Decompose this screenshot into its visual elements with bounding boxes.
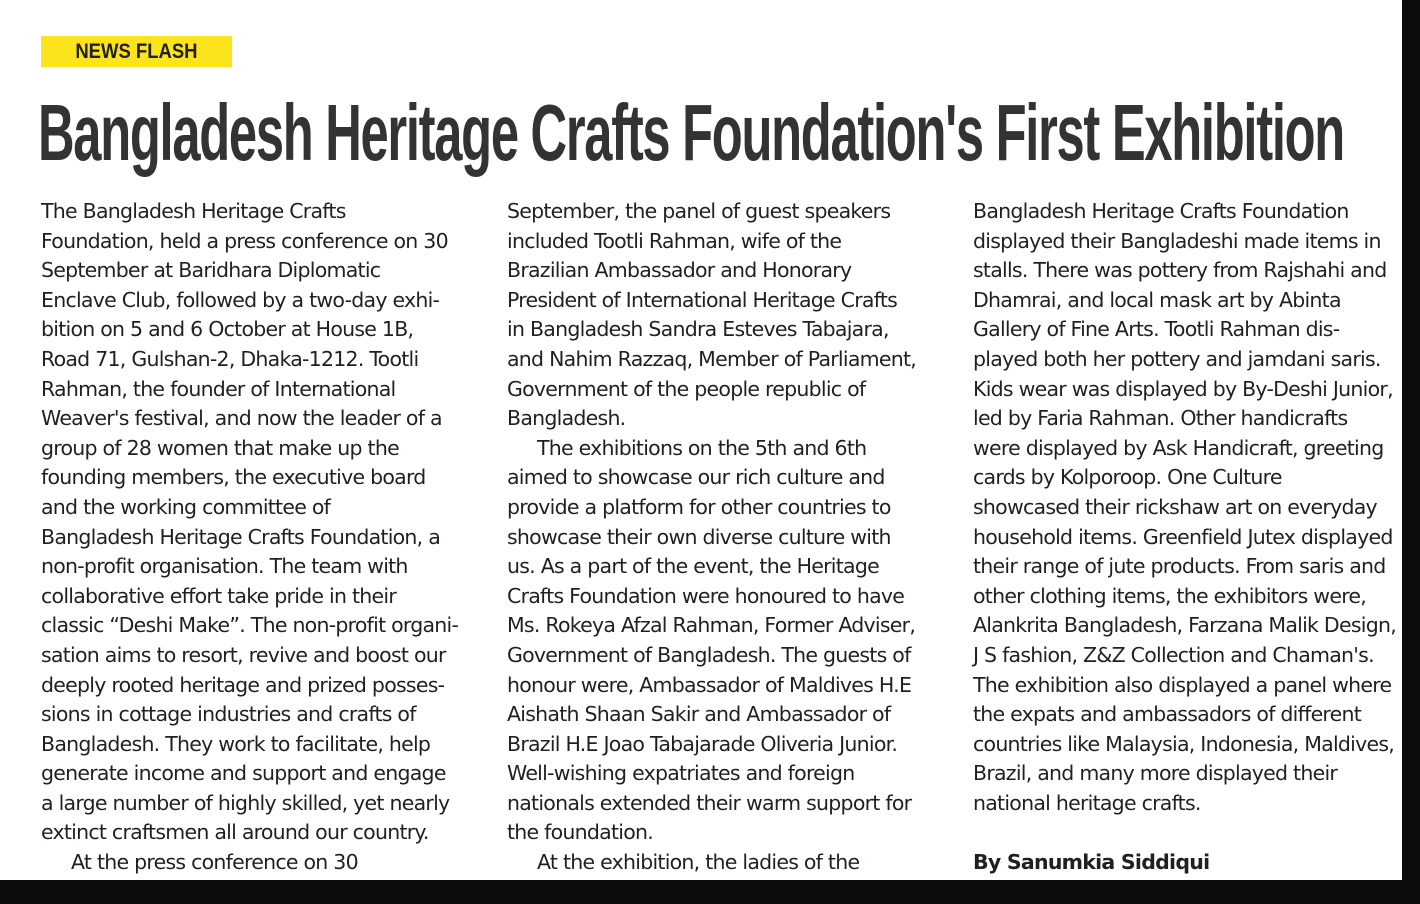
- article-line: collaborative effort take pride in their: [41, 583, 396, 608]
- news-flash-label: NEWS FLASH: [75, 40, 198, 63]
- article-line: us. As a part of the event, the Heritage: [507, 554, 879, 579]
- article-line: showcased their rickshaw art on everyday: [973, 494, 1377, 519]
- article-line: the expats and ambassadors of different: [973, 702, 1362, 727]
- article-line: The exhibitions on the 5th and 6th: [537, 435, 867, 460]
- article-line: deeply rooted heritage and prized posses-: [41, 672, 445, 697]
- article-line: Bangladesh. They work to facilitate, help: [41, 731, 431, 756]
- article-line: Well-wishing expatriates and foreign: [507, 761, 855, 786]
- article-line: sions in cottage industries and crafts of: [41, 702, 416, 727]
- article-line: Weaver's festival, and now the leader of a: [41, 406, 442, 431]
- article-line: and the working committee of: [41, 494, 331, 519]
- article-line: September at Baridhara Diplomatic: [41, 258, 381, 283]
- article-line: Government of the people republic of: [507, 376, 866, 401]
- article-line: Kids wear was displayed by By-Deshi Junior,: [973, 376, 1393, 401]
- article-line: Brazil, and many more displayed their: [973, 761, 1338, 786]
- article-line: The exhibition also displayed a panel where: [973, 672, 1392, 697]
- article-line: a large number of highly skilled, yet nearly: [41, 790, 450, 815]
- article-line: Bangladesh Heritage Crafts Foundation, a: [41, 524, 441, 549]
- article-line: Government of Bangladesh. The guests of: [507, 642, 911, 667]
- article-line: honour were, Ambassador of Maldives H.E: [507, 672, 912, 697]
- article-line: Bangladesh Heritage Crafts Foundation: [973, 199, 1349, 223]
- article-line: Rahman, the founder of International: [41, 376, 396, 401]
- article-line: provide a platform for other countries to: [507, 494, 891, 519]
- article-column-2: [507, 197, 916, 878]
- article-column-3: [973, 197, 1396, 878]
- article-line: Ms. Rokeya Afzal Rahman, Former Adviser,: [507, 613, 916, 638]
- article-line: Foundation, held a press conference on 30: [41, 228, 448, 253]
- article-line: the foundation.: [507, 820, 654, 845]
- headline: Bangladesh Heritage Crafts Foundation's First Exhibition: [38, 88, 1344, 177]
- article-line: President of International Heritage Crafts: [507, 287, 898, 312]
- article-line: Brazilian Ambassador and Honorary: [507, 258, 852, 283]
- article-line: national heritage crafts.: [973, 790, 1201, 815]
- news-flash-tag: [41, 36, 232, 67]
- article-line: led by Faria Rahman. Other handicrafts: [973, 406, 1348, 431]
- article-line: group of 28 women that make up the: [41, 435, 399, 460]
- article-line: Brazil H.E Joao Tabajarade Oliveria Junior.: [507, 731, 898, 756]
- article-line: Crafts Foundation were honoured to have: [507, 583, 905, 608]
- article-line: countries like Malaysia, Indonesia, Maldives,: [973, 731, 1395, 756]
- article-line: classic “Deshi Make”. The non-profit organi-: [41, 613, 459, 638]
- article-line: other clothing items, the exhibitors were,: [973, 583, 1367, 608]
- article-line: included Tootli Rahman, wife of the: [507, 228, 842, 253]
- article-line: The Bangladesh Heritage Crafts: [41, 199, 346, 223]
- article-line: Aishath Shaan Sakir and Ambassador of: [507, 702, 891, 727]
- article-line: cards by Kolporoop. One Culture: [973, 465, 1282, 490]
- article-line: played both her pottery and jamdani saris.: [973, 346, 1381, 371]
- article-line: Bangladesh.: [507, 406, 626, 431]
- article-line: Enclave Club, followed by a two-day exhi-: [41, 287, 440, 312]
- article-line: At the exhibition, the ladies of the: [537, 850, 860, 875]
- article-line: Gallery of Fine Arts. Tootli Rahman dis-: [973, 317, 1340, 342]
- article-line: their range of jute products. From saris and: [973, 554, 1386, 579]
- article-line: were displayed by Ask Handicraft, greeting: [973, 435, 1384, 460]
- article-line: J S fashion, Z&Z Collection and Chaman's.: [973, 642, 1374, 667]
- article-line: Road 71, Gulshan-2, Dhaka-1212. Tootli: [41, 346, 419, 371]
- article-column-1: [41, 197, 458, 878]
- article-line: household items. Greenfield Jutex displayed: [973, 524, 1393, 549]
- article-column-3-lines: [973, 197, 1396, 818]
- article-line: and Nahim Razzaq, Member of Parliament,: [507, 346, 917, 371]
- article-line: stalls. There was pottery from Rajshahi and: [973, 258, 1387, 283]
- article-line: extinct craftsmen all around our country.: [41, 820, 429, 845]
- article-line: showcase their own diverse culture with: [507, 524, 891, 549]
- article-line: generate income and support and engage: [41, 761, 446, 786]
- article-line: sation aims to resort, revive and boost our: [41, 642, 446, 667]
- article-line: September, the panel of guest speakers: [507, 199, 891, 223]
- article-line: nationals extended their warm support for: [507, 790, 912, 815]
- article-line: aimed to showcase our rich culture and: [507, 465, 885, 490]
- article-line: Dhamrai, and local mask art by Abinta: [973, 287, 1341, 312]
- article-line: founding members, the executive board: [41, 465, 426, 490]
- article-line: non-profit organisation. The team with: [41, 554, 408, 579]
- article-line: bition on 5 and 6 October at House 1B,: [41, 317, 414, 342]
- byline: By Sanumkia Siddiqui: [973, 850, 1210, 875]
- article-line: displayed their Bangladeshi made items in: [973, 228, 1381, 253]
- article-line: At the press conference on 30: [71, 850, 358, 875]
- article-line: in Bangladesh Sandra Esteves Tabajara,: [507, 317, 889, 342]
- article-line: Alankrita Bangladesh, Farzana Malik Design,: [973, 613, 1396, 638]
